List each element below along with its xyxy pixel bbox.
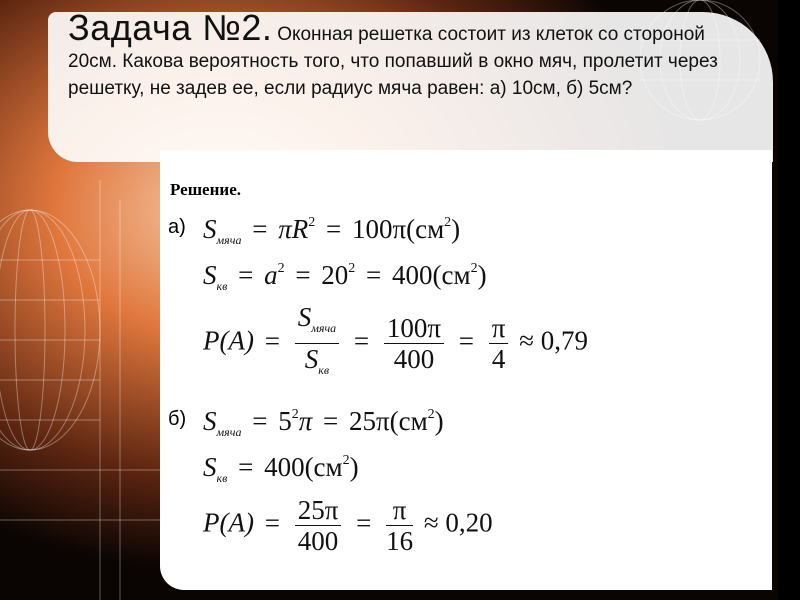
task-body: Оконная решетка состоит из клеток со стороной 20см. Какова вероятность того, что попавший в окно мяч, пролетит через решетку, не задев ее, если радиус мяча равен: а) 10см, б) 5см? (68, 24, 718, 99)
part-b-result: ≈ 0,20 (423, 507, 493, 538)
task-heading: Задача №2. (68, 7, 273, 48)
part-a-probability: P(A) = $\frac{S_{мяча}}{S_{кв}}$ = $\frac{100\pi}{400}$ = $\frac{\pi}{4}$ ≈ 0,79 (203, 302, 588, 385)
solution-label: Решение. (170, 180, 241, 199)
part-a-fraction-3: $\frac{\pi}{4}$ (489, 313, 509, 374)
part-a-label: а) (168, 216, 186, 238)
part-b-ball-area: $S_{мяча} = 5^2\pi = 25\pi(см^2)$ (203, 406, 444, 439)
part-b-fraction-2: $\frac{\pi}{16}$ (386, 495, 414, 556)
part-a-square-area: $S_{кв} = a^2 = 20^2 = 400(см^2)$ (203, 260, 487, 293)
part-a-fraction-2: $\frac{100\pi}{400}$ (384, 313, 444, 374)
part-b-fraction-1: $\frac{25\pi}{400}$ (295, 495, 342, 556)
part-b-square-area: $S_{кв} = 400(см^2)$ (203, 452, 359, 485)
task-text (68, 7, 748, 102)
part-b-label: б) (168, 408, 187, 430)
part-b-probability: P(A) = $\frac{25\pi}{400}$ = $\frac{\pi}{16}$ ≈ 0,20 (203, 495, 493, 556)
part-a-fraction-1: $\frac{S_{мяча}}{S_{кв}}$ (295, 302, 339, 385)
part-a-ball-area: $S_{мяча} = \pi R^2 = 100\pi(см^2)$ (203, 214, 461, 247)
part-a-result: ≈ 0,79 (519, 325, 588, 356)
